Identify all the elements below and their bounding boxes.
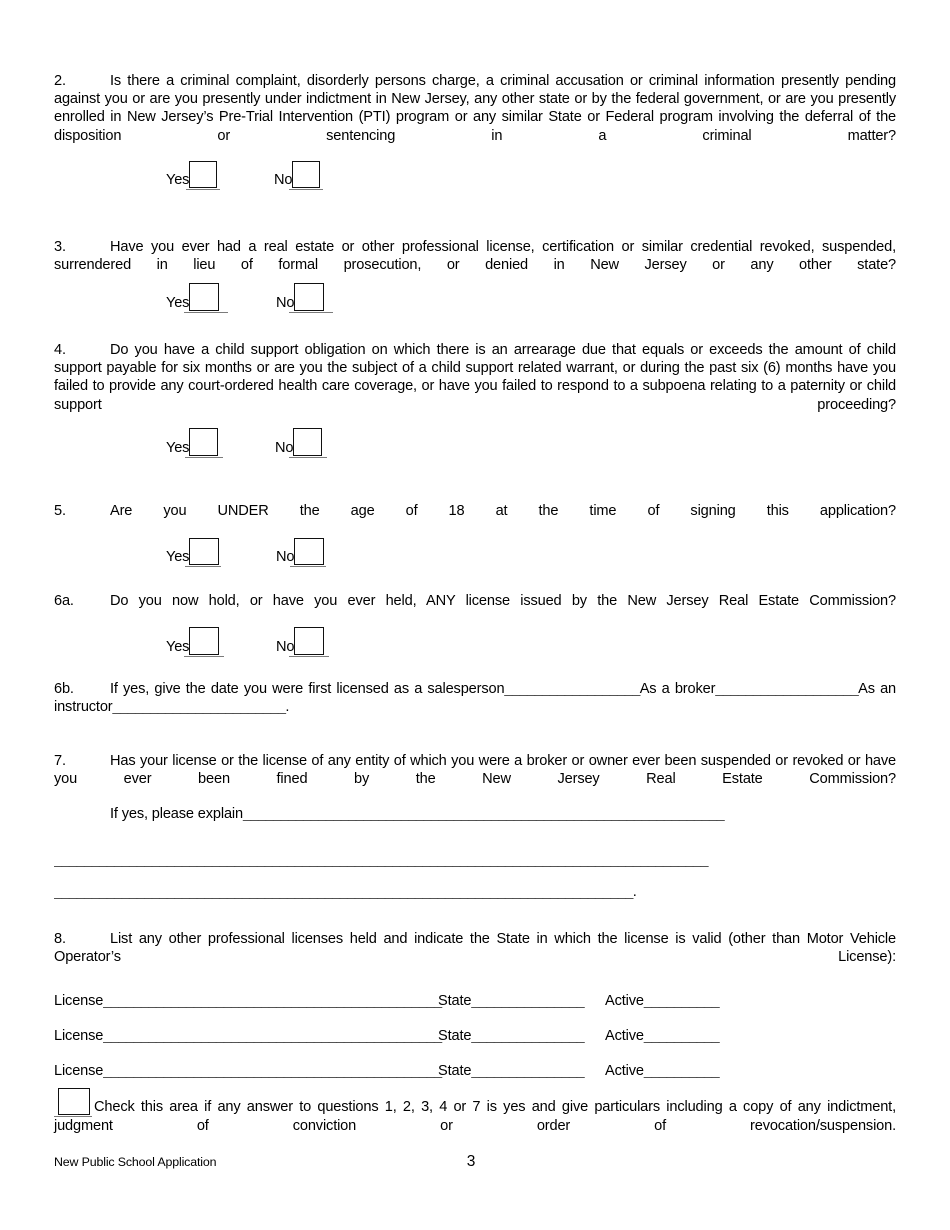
state-label: State	[438, 1063, 472, 1079]
question-7-paragraph	[54, 752, 896, 807]
footer-page-number: 3	[466, 1153, 476, 1170]
license-row	[54, 1048, 896, 1083]
broker-date-field[interactable]: ___________________	[715, 681, 859, 697]
question-3-yes-field[interactable]	[189, 283, 228, 313]
license-row	[54, 978, 896, 1013]
explain-period: .	[632, 884, 637, 900]
license-cell	[54, 1063, 442, 1079]
question-6b-block	[54, 680, 896, 735]
checkbox[interactable]	[294, 627, 324, 655]
checkbox[interactable]	[189, 538, 219, 565]
state-field[interactable]: _______________	[471, 1028, 585, 1044]
state-label: State	[438, 1028, 472, 1044]
explain-label: If yes, please explain	[110, 806, 243, 822]
question-7-block	[54, 752, 896, 807]
question-8-paragraph	[54, 930, 896, 985]
question-5-answer-row	[54, 527, 896, 567]
checkbox[interactable]	[189, 283, 219, 311]
fill-rule	[290, 566, 326, 567]
question-2-yes-label: Yes	[166, 172, 190, 189]
question-2-number: 2.	[54, 73, 66, 89]
question-3-text: Have you ever had a real estate or other professional license, certification or similar credential revoked, suspended, surrendered in lieu of formal prosecution, or denied in New Jersey or any other state?	[54, 239, 896, 274]
question-3-answer-row	[54, 273, 896, 313]
question-6b-period: .	[285, 699, 290, 716]
active-label: Active	[605, 993, 644, 1009]
question-2-no-option[interactable]	[274, 161, 323, 190]
question-4-yes-label: Yes	[166, 440, 190, 457]
question-4-yes-field[interactable]	[189, 428, 223, 458]
active-cell	[605, 993, 719, 1009]
question-5-text: Are you UNDER the age of 18 at the time of signing this application?	[110, 503, 896, 519]
active-field[interactable]: __________	[643, 1028, 720, 1044]
explain-line-3	[54, 881, 896, 903]
checkbox[interactable]	[292, 161, 320, 188]
license-label: License	[54, 993, 104, 1009]
checkbox[interactable]	[58, 1088, 90, 1115]
checkbox[interactable]	[189, 627, 219, 655]
question-5-yes-option[interactable]	[166, 538, 221, 567]
question-6a-no-label: No	[276, 639, 295, 656]
state-label: State	[438, 993, 472, 1009]
question-3-yes-label: Yes	[166, 295, 190, 312]
checkbox[interactable]	[294, 538, 324, 565]
active-cell	[605, 1028, 719, 1044]
active-cell	[605, 1063, 719, 1079]
checkbox[interactable]	[189, 428, 218, 456]
question-6a-yes-field[interactable]	[189, 627, 224, 657]
license-field[interactable]: _____________________________________________	[103, 1063, 442, 1079]
question-4-no-field[interactable]	[293, 428, 327, 458]
question-6a-text: Do you now hold, or have you ever held, ANY license issued by the New Jersey Real Estate Commission?	[110, 593, 896, 609]
license-cell	[54, 1028, 442, 1044]
question-8-number: 8.	[54, 931, 66, 947]
question-6b-lead: If yes, give the date you were first licensed as a salesperson	[110, 681, 505, 697]
question-6a-answer-row	[54, 617, 896, 657]
question-5-number: 5.	[54, 503, 66, 519]
fill-rule	[289, 656, 329, 657]
explain-field-2[interactable]: _______________________________________________________________________________________	[54, 852, 708, 868]
check-area-block	[54, 1088, 896, 1153]
fill-rule	[289, 189, 323, 190]
question-5-no-field[interactable]	[294, 538, 326, 567]
question-6a-number: 6a.	[54, 593, 74, 609]
question-2-yes-field[interactable]	[189, 161, 220, 190]
question-5-no-label: No	[276, 549, 295, 566]
license-field[interactable]: _____________________________________________	[103, 1028, 442, 1044]
question-4-yes-option[interactable]	[166, 428, 223, 458]
question-5-no-option[interactable]	[276, 538, 326, 567]
question-6a-yes-label: Yes	[166, 639, 190, 656]
salesperson-date-field[interactable]: __________________	[504, 681, 640, 697]
question-2-yes-option[interactable]	[166, 161, 220, 190]
active-label: Active	[605, 1028, 644, 1044]
fill-rule	[186, 189, 220, 190]
explain-field-1[interactable]: ________________________________________________________________	[243, 806, 725, 822]
license-cell	[54, 993, 442, 1009]
question-7-number: 7.	[54, 753, 66, 769]
question-4-answer-row	[54, 418, 896, 458]
question-4-text: Do you have a child support obligation on which there is an arrearage due that equals or exceeds the amount of child support payable for six months or are you the subject of a child support related warrant, or during the past six (6) months have you failed to provide any court-ordered health care coverage, or have you failed to respond to a subpoena relating to a paternity or child support proceeding?	[54, 342, 896, 413]
question-2-no-label: No	[274, 172, 293, 189]
active-field[interactable]: __________	[643, 1063, 720, 1079]
question-6b-number: 6b.	[54, 681, 74, 697]
question-2-text: Is there a criminal complaint, disorderly persons charge, a criminal accusation or criminal information presently pending against you or are you presently under indictment in New Jersey, any other state or by the federal government, or are you presently enrolled in New Jersey’s Pre-Trial Intervention (PTI) program or any similar State or Federal program involving the deferral of the disposition or sentencing in a criminal matter?	[54, 73, 896, 144]
question-4-no-option[interactable]	[275, 428, 327, 458]
question-3-no-option[interactable]	[276, 283, 333, 313]
question-4-number: 4.	[54, 342, 66, 358]
fill-rule	[54, 1116, 92, 1117]
license-row	[54, 1013, 896, 1048]
question-3-number: 3.	[54, 239, 66, 255]
question-2-answer-row	[54, 150, 896, 190]
fill-rule	[184, 656, 224, 657]
license-table	[54, 978, 896, 1083]
explain-line-1	[54, 803, 896, 849]
state-cell	[438, 1028, 584, 1044]
state-field[interactable]: _______________	[471, 993, 585, 1009]
explain-field-3[interactable]: _____________________________________________________________________________	[54, 884, 633, 900]
question-7-explain-area	[54, 803, 896, 903]
fill-rule	[184, 312, 228, 313]
question-6b-instructor-label: As an instructor	[54, 681, 896, 716]
question-6a-no-field[interactable]	[294, 627, 329, 657]
question-3-no-field[interactable]	[294, 283, 333, 313]
state-cell	[438, 1063, 584, 1079]
license-label: License	[54, 1063, 104, 1079]
state-field[interactable]: _______________	[471, 1063, 585, 1079]
question-3-no-label: No	[276, 295, 295, 312]
active-field[interactable]: __________	[643, 993, 720, 1009]
question-6b-broker-label: As a broker	[639, 681, 716, 697]
question-3-yes-option[interactable]	[166, 283, 228, 313]
checkbox[interactable]	[294, 283, 324, 311]
check-area-field[interactable]	[54, 1088, 92, 1117]
question-5-yes-label: Yes	[166, 549, 190, 566]
instructor-date-field[interactable]: _______________________	[112, 699, 286, 716]
question-7-text: Has your license or the license of any entity of which you were a broker or owner ever been suspended or revoked or have you ever been fined by the New Jersey Real Estate Commission?	[54, 753, 896, 788]
active-label: Active	[605, 1063, 644, 1079]
fill-rule	[289, 457, 327, 458]
state-cell	[438, 993, 584, 1009]
question-6a-no-option[interactable]	[276, 627, 329, 657]
question-8-text: List any other professional licenses held and indicate the State in which the license is valid (other than Motor Vehicle Operator’s License):	[54, 931, 896, 966]
license-label: License	[54, 1028, 104, 1044]
question-5-yes-field[interactable]	[189, 538, 221, 567]
check-area-paragraph	[54, 1088, 896, 1153]
footer-document-title: New Public School Application	[54, 1155, 217, 1169]
explain-line-2	[54, 849, 896, 881]
question-8-block	[54, 930, 896, 985]
question-6b-paragraph	[54, 680, 896, 735]
question-2-no-field[interactable]	[292, 161, 323, 190]
fill-rule	[289, 312, 333, 313]
fill-rule	[185, 457, 223, 458]
checkbox[interactable]	[189, 161, 217, 188]
question-4-no-label: No	[275, 440, 294, 457]
fill-rule	[185, 566, 221, 567]
question-6a-yes-option[interactable]	[166, 627, 224, 657]
checkbox[interactable]	[293, 428, 322, 456]
check-area-text: Check this area if any answer to questions 1, 2, 3, 4 or 7 is yes and give particulars including a copy of any indictment, judgment of conviction or order of revocation/suspension.	[54, 1099, 896, 1134]
license-field[interactable]: _____________________________________________	[103, 993, 442, 1009]
page-footer	[54, 1155, 896, 1179]
